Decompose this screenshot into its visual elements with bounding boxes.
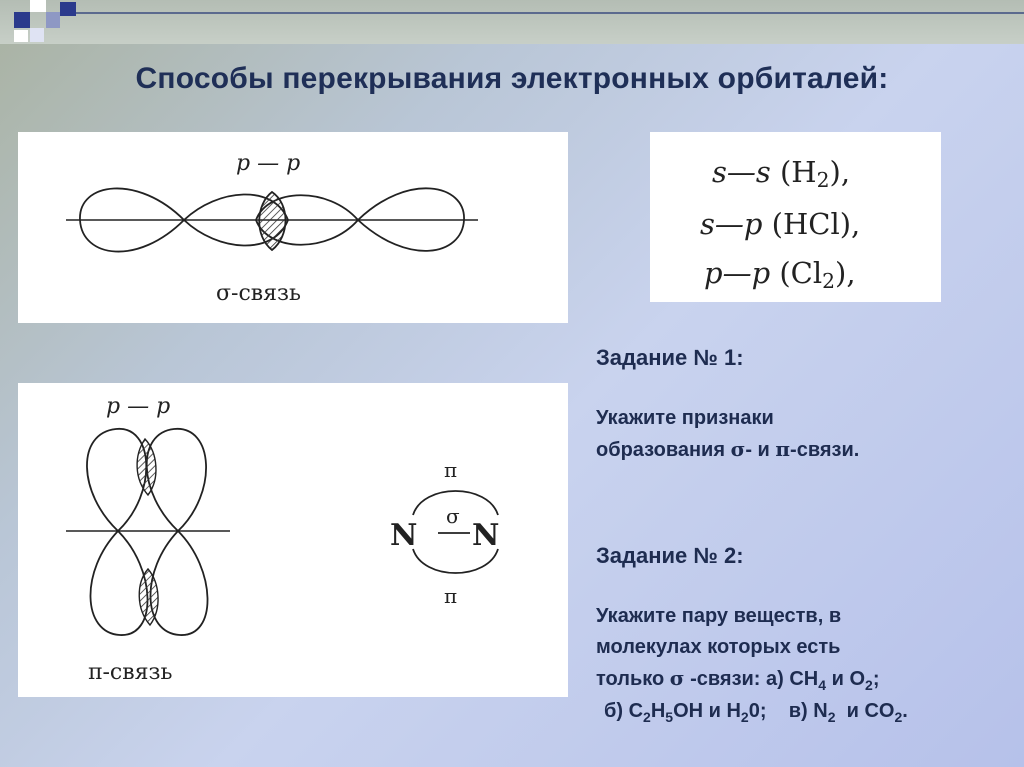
pi-left-upper-lobe (87, 429, 146, 531)
task1-line2 (596, 434, 859, 466)
task1-text: образования (596, 439, 731, 461)
punct: ), (829, 155, 851, 189)
n2-atom-left: N (390, 518, 418, 553)
example-orbitals-ss: s—s (712, 155, 771, 189)
decor-square (14, 12, 30, 28)
task2-line4 (604, 696, 908, 728)
task2-text: и CO (835, 700, 895, 722)
example-formula-hcl: (HCl), (771, 207, 861, 241)
subscript: 2 (816, 168, 830, 192)
pi-symbol: π (775, 437, 791, 461)
pi-bond-label: π-связь (88, 660, 173, 685)
task1-text: - и (745, 439, 776, 461)
sigma-pp-label: p — p (236, 151, 301, 176)
subscript: 2 (822, 269, 836, 293)
task2-text: OH и H (673, 700, 741, 722)
pi-overlap-lower (139, 569, 158, 625)
sigma-bond-label: σ-связь (216, 281, 302, 306)
subscript: 4 (818, 677, 827, 693)
pi-bond-diagram (18, 383, 568, 697)
example-formula-h2: (H (779, 155, 817, 189)
task2-text: и O (826, 668, 866, 690)
pi-overlap-upper (137, 439, 156, 495)
task1-line1: Укажите признаки (596, 407, 774, 429)
n2-pi-bottom-label: π (444, 584, 458, 608)
task2-text: . (902, 700, 908, 722)
task2-heading: Задание № 2: (596, 543, 744, 568)
task2-line3 (596, 663, 908, 696)
pi-pp-label: p — p (106, 394, 171, 419)
top-decoration-line (76, 12, 1024, 14)
sigma-bond-diagram (18, 132, 568, 323)
subscript: 2 (865, 677, 873, 693)
sigma-bond-panel (18, 132, 568, 323)
task2-text: 0; в) N (748, 700, 828, 722)
pi-left-lower-lobe (90, 531, 147, 635)
task2-text: -связи: а) CH (684, 668, 819, 690)
task2-line1: Укажите пару веществ, в (596, 605, 842, 627)
task2-text: только (596, 668, 670, 690)
example-row-cl2 (704, 249, 860, 301)
example-row-h2 (712, 148, 860, 200)
decor-square (14, 30, 28, 42)
top-decoration-bar (0, 0, 1024, 44)
example-orbitals-sp: s—p (700, 207, 763, 241)
task2-block (596, 540, 908, 728)
example-row-hcl (700, 200, 860, 249)
example-formula-cl2: (Cl (779, 256, 823, 290)
decor-square (30, 0, 46, 12)
slide-title: Способы перекрывания электронных орбиталей: (135, 62, 889, 95)
pi-bond-panel (18, 383, 568, 697)
decor-square (30, 28, 44, 42)
task2-text: H (650, 700, 666, 722)
task1-heading: Задание № 1: (596, 345, 744, 370)
task2-text: ; (872, 668, 880, 690)
n2-pi-top-label: π (444, 458, 458, 482)
punct: ), (835, 256, 856, 290)
task2-line2: молекулах которых есть (596, 636, 841, 658)
subscript: 2 (740, 709, 749, 725)
sigma-symbol: σ (730, 437, 746, 461)
sigma-symbol: σ (669, 666, 685, 690)
subscript: 2 (894, 709, 903, 725)
decor-square (60, 2, 76, 16)
task2-text: б) C (604, 700, 644, 722)
decor-square (46, 12, 60, 28)
n2-atom-right: N (472, 518, 500, 553)
examples-panel (650, 132, 941, 302)
subscript: 5 (665, 709, 674, 725)
example-orbitals-pp: p—p (704, 256, 771, 290)
pi-right-lower-lobe (150, 531, 207, 635)
subscript: 2 (827, 709, 836, 725)
n2-sigma-label: σ (446, 504, 460, 528)
task1-text: -связи. (790, 439, 860, 461)
task1-block (596, 342, 859, 466)
subscript: 2 (643, 709, 651, 725)
